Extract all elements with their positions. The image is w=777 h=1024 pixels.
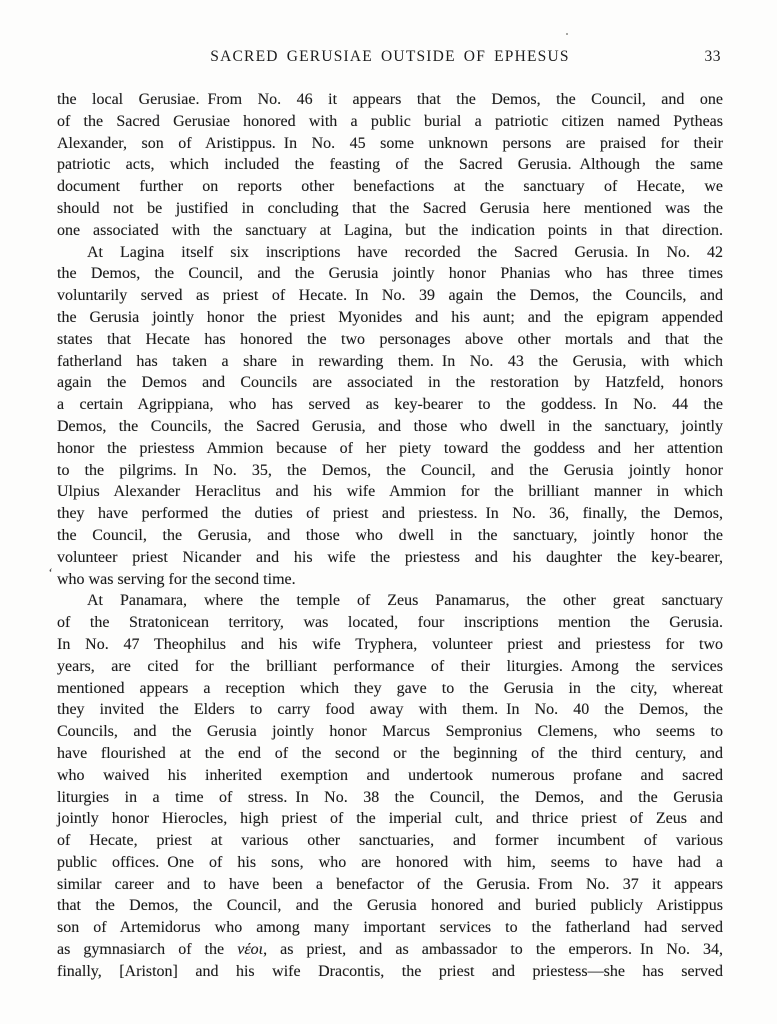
text-line: son of Artemidorus who among many important services to the fatherland had served xyxy=(57,919,723,937)
text-line: they invited the Elders to carry food away with them. In No. 40 the Demos, the xyxy=(57,701,723,719)
text-line: voluntarily served as priest of Hecate. In No. 39 again the Demos, the Councils, and xyxy=(57,287,723,305)
text-block xyxy=(57,89,723,983)
text-line: mentioned appears a reception which they gave to the Gerusia in the city, whereat xyxy=(57,679,723,697)
text-line: should not be justified in concluding that the Sacred Gerusia here mentioned was the xyxy=(57,199,723,217)
text-line: have flourished at the end of the second or the beginning of the third century, and xyxy=(57,744,723,762)
paragraph-panamara xyxy=(57,590,723,982)
text-line: Councils, and the Gerusia jointly honor Marcus Sempronius Clemens, who seems to xyxy=(57,723,723,741)
page-header xyxy=(57,48,723,70)
running-title: SACRED GERUSIAE OUTSIDE OF EPHESUS xyxy=(210,48,570,65)
text-line: patriotic acts, which included the feasting of the Sacred Gerusia. Although the same xyxy=(57,156,723,174)
text-line: they have performed the duties of priest and priestess. In No. 36, finally, the Demos, xyxy=(57,505,723,523)
text-line: again the Demos and Councils are associated in the restoration by Hatzfeld, honors xyxy=(57,374,723,392)
text-line: Ulpius Alexander Heraclitus and his wife Ammion for the brilliant manner in which xyxy=(57,483,723,501)
page-number: 33 xyxy=(704,48,721,65)
text-line: who waived his inherited exemption and undertook numerous profane and sacred xyxy=(57,766,723,784)
text-line: honor the priestess Ammion because of her piety toward the goddess and her attention xyxy=(57,439,723,457)
scan-speck xyxy=(566,33,568,35)
text-line: In No. 47 Theophilus and his wife Tryphera, volunteer priest and priestess for two xyxy=(57,635,723,653)
text-line: that the Demos, the Council, and the Gerusia honored and buried publicly Aristippus xyxy=(57,897,723,915)
text-segment: as gymnasiarch of the xyxy=(57,941,238,959)
text-segment: , as priest, and as ambassador to the emperors. In No. 34, xyxy=(263,941,724,959)
text-line: jointly honor Hierocles, high priest of the imperial cult, and thrice priest of Zeus and xyxy=(57,810,723,828)
text-line: similar career and to have been a benefactor of the Gerusia. From No. 37 it appears xyxy=(57,875,723,893)
text-line: to the pilgrims. In No. 35, the Demos, the Council, and the Gerusia jointly honor xyxy=(57,461,723,479)
text-line: the local Gerusiae. From No. 46 it appears that the Demos, the Council, and one xyxy=(57,91,723,108)
greek-word: νέοι xyxy=(237,941,264,959)
text-line-with-greek xyxy=(57,939,723,961)
text-line: the Demos, the Council, and the Gerusia jointly honor Phanias who has three times xyxy=(57,265,723,283)
text-line: document further on reports other benefactions at the sanctuary of Hecate, we xyxy=(57,178,723,196)
paragraph-lagina xyxy=(57,242,723,591)
text-line: the Gerusia jointly honor the priest Myonides and his aunt; and the epigram appended xyxy=(57,308,723,326)
text-line: At Lagina itself six inscriptions have recorded the Sacred Gerusia. In No. 42 xyxy=(87,243,723,261)
paragraph-continuation xyxy=(57,89,723,242)
text-line: years, are cited for the brilliant performance of their liturgies. Among the services xyxy=(57,657,723,675)
text-line: fatherland has taken a share in rewarding them. In No. 43 the Gerusia, with which xyxy=(57,352,723,370)
stray-ink-mark: ‘ xyxy=(47,564,54,581)
text-line: Alexander, son of Aristippus. In No. 45 some unknown persons are praised for their xyxy=(57,134,723,152)
text-line: one associated with the sanctuary at Lagina, but the indication points in that direction. xyxy=(57,221,723,239)
text-line: volunteer priest Nicander and his wife the priestess and his daughter the key-bearer, xyxy=(57,548,723,566)
text-line: finally, [Ariston] and his wife Dracontis, the priest and priestess—she has served xyxy=(57,962,723,980)
text-line: Demos, the Councils, the Sacred Gerusia, and those who dwell in the sanctuary, jointly xyxy=(57,417,723,435)
text-line: At Panamara, where the temple of Zeus Panamarus, the other great sanctuary xyxy=(87,592,723,610)
text-line: the Council, the Gerusia, and those who dwell in the sanctuary, jointly honor the xyxy=(57,526,723,544)
text-line: of the Stratonicean territory, was located, four inscriptions mention the Gerusia. xyxy=(57,614,723,632)
text-line: who was serving for the second time. xyxy=(57,570,296,588)
text-line: of the Sacred Gerusiae honored with a public burial a patriotic citizen named Pytheas xyxy=(57,112,723,130)
text-line: a certain Agrippiana, who has served as key-bearer to the goddess. In No. 44 the xyxy=(57,396,723,414)
text-line: of Hecate, priest at various other sanctuaries, and former incumbent of various xyxy=(57,832,723,850)
text-line: liturgies in a time of stress. In No. 38 the Council, the Demos, and the Gerusia xyxy=(57,788,723,806)
text-line: public offices. One of his sons, who are honored with him, seems to have had a xyxy=(57,853,723,871)
text-line: states that Hecate has honored the two personages above other mortals and that the xyxy=(57,330,723,348)
